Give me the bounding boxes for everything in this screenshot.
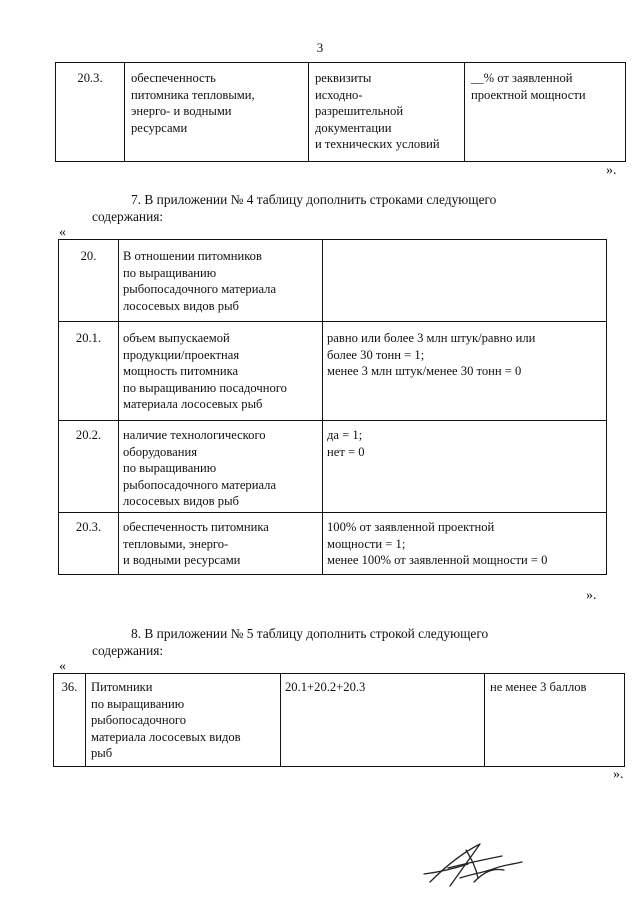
row-number: 20.3. <box>77 71 103 85</box>
row-number: 20.2. <box>75 428 102 442</box>
table-row <box>59 240 607 322</box>
row-number: 20.1. <box>75 331 102 345</box>
score-cell: да = 1; нет = 0 <box>327 428 365 459</box>
close-quote: ». <box>613 767 624 782</box>
paragraph-8-line2: содержания: <box>92 643 164 658</box>
name-cell: Питомники по выращиванию рыбопосадочного материала лососевых видов рыб <box>91 680 241 760</box>
table-top <box>55 62 626 162</box>
table-row <box>54 674 625 767</box>
row-number: 20.3. <box>75 520 102 534</box>
table-row <box>59 322 607 421</box>
row-number: 36. <box>61 680 78 694</box>
table-row <box>59 421 607 513</box>
open-quote: « <box>59 225 66 240</box>
open-quote: « <box>59 659 66 674</box>
criterion-cell: обеспеченность питомника тепловыми, энерго- и водными ресурсами <box>123 520 269 567</box>
score-cell <box>323 240 606 248</box>
score-cell: 100% от заявленной проектной мощности = 1; менее 100% от заявленной мощности = 0 <box>327 520 548 567</box>
criterion-cell: В отношении питомников по выращиванию рыбопосадочного материала лососевых видов рыб <box>123 249 277 313</box>
close-quote: ». <box>586 588 597 603</box>
source-cell: реквизиты исходно- разрешительной документации и технических условий <box>315 71 440 151</box>
table-appendix-4 <box>58 239 607 575</box>
paragraph-7-line1: 7. В приложении № 4 таблицу дополнить строками следующего <box>131 192 497 207</box>
row-number: 20. <box>80 249 97 263</box>
signature-image <box>420 838 530 890</box>
threshold-cell: не менее 3 баллов <box>490 680 587 694</box>
score-cell: равно или более 3 млн штук/равно или более 30 тонн = 1; менее 3 млн штук/менее 30 тонн = 0 <box>327 331 536 378</box>
table-row <box>59 513 607 575</box>
close-quote: ». <box>606 163 617 178</box>
formula-cell: 20.1+20.2+20.3 <box>285 680 366 694</box>
criterion-cell: наличие технологического оборудования по выращиванию рыбопосадочного материала лососевых видов рыб <box>123 428 277 508</box>
table-row <box>56 63 626 162</box>
criterion-cell: объем выпускаемой продукции/проектная мощность питомника по выращиванию посадочного материала лососевых рыб <box>123 331 287 411</box>
criterion-cell: обеспеченность питомника тепловыми, энерго- и водными ресурсами <box>131 71 255 135</box>
paragraph-7-line2: содержания: <box>92 209 164 224</box>
value-cell: __% от заявленной проектной мощности <box>471 71 586 102</box>
paragraph-8-line1: 8. В приложении № 5 таблицу дополнить строкой следующего <box>131 626 489 641</box>
page-number: 3 <box>316 40 324 55</box>
table-appendix-5 <box>53 673 625 767</box>
